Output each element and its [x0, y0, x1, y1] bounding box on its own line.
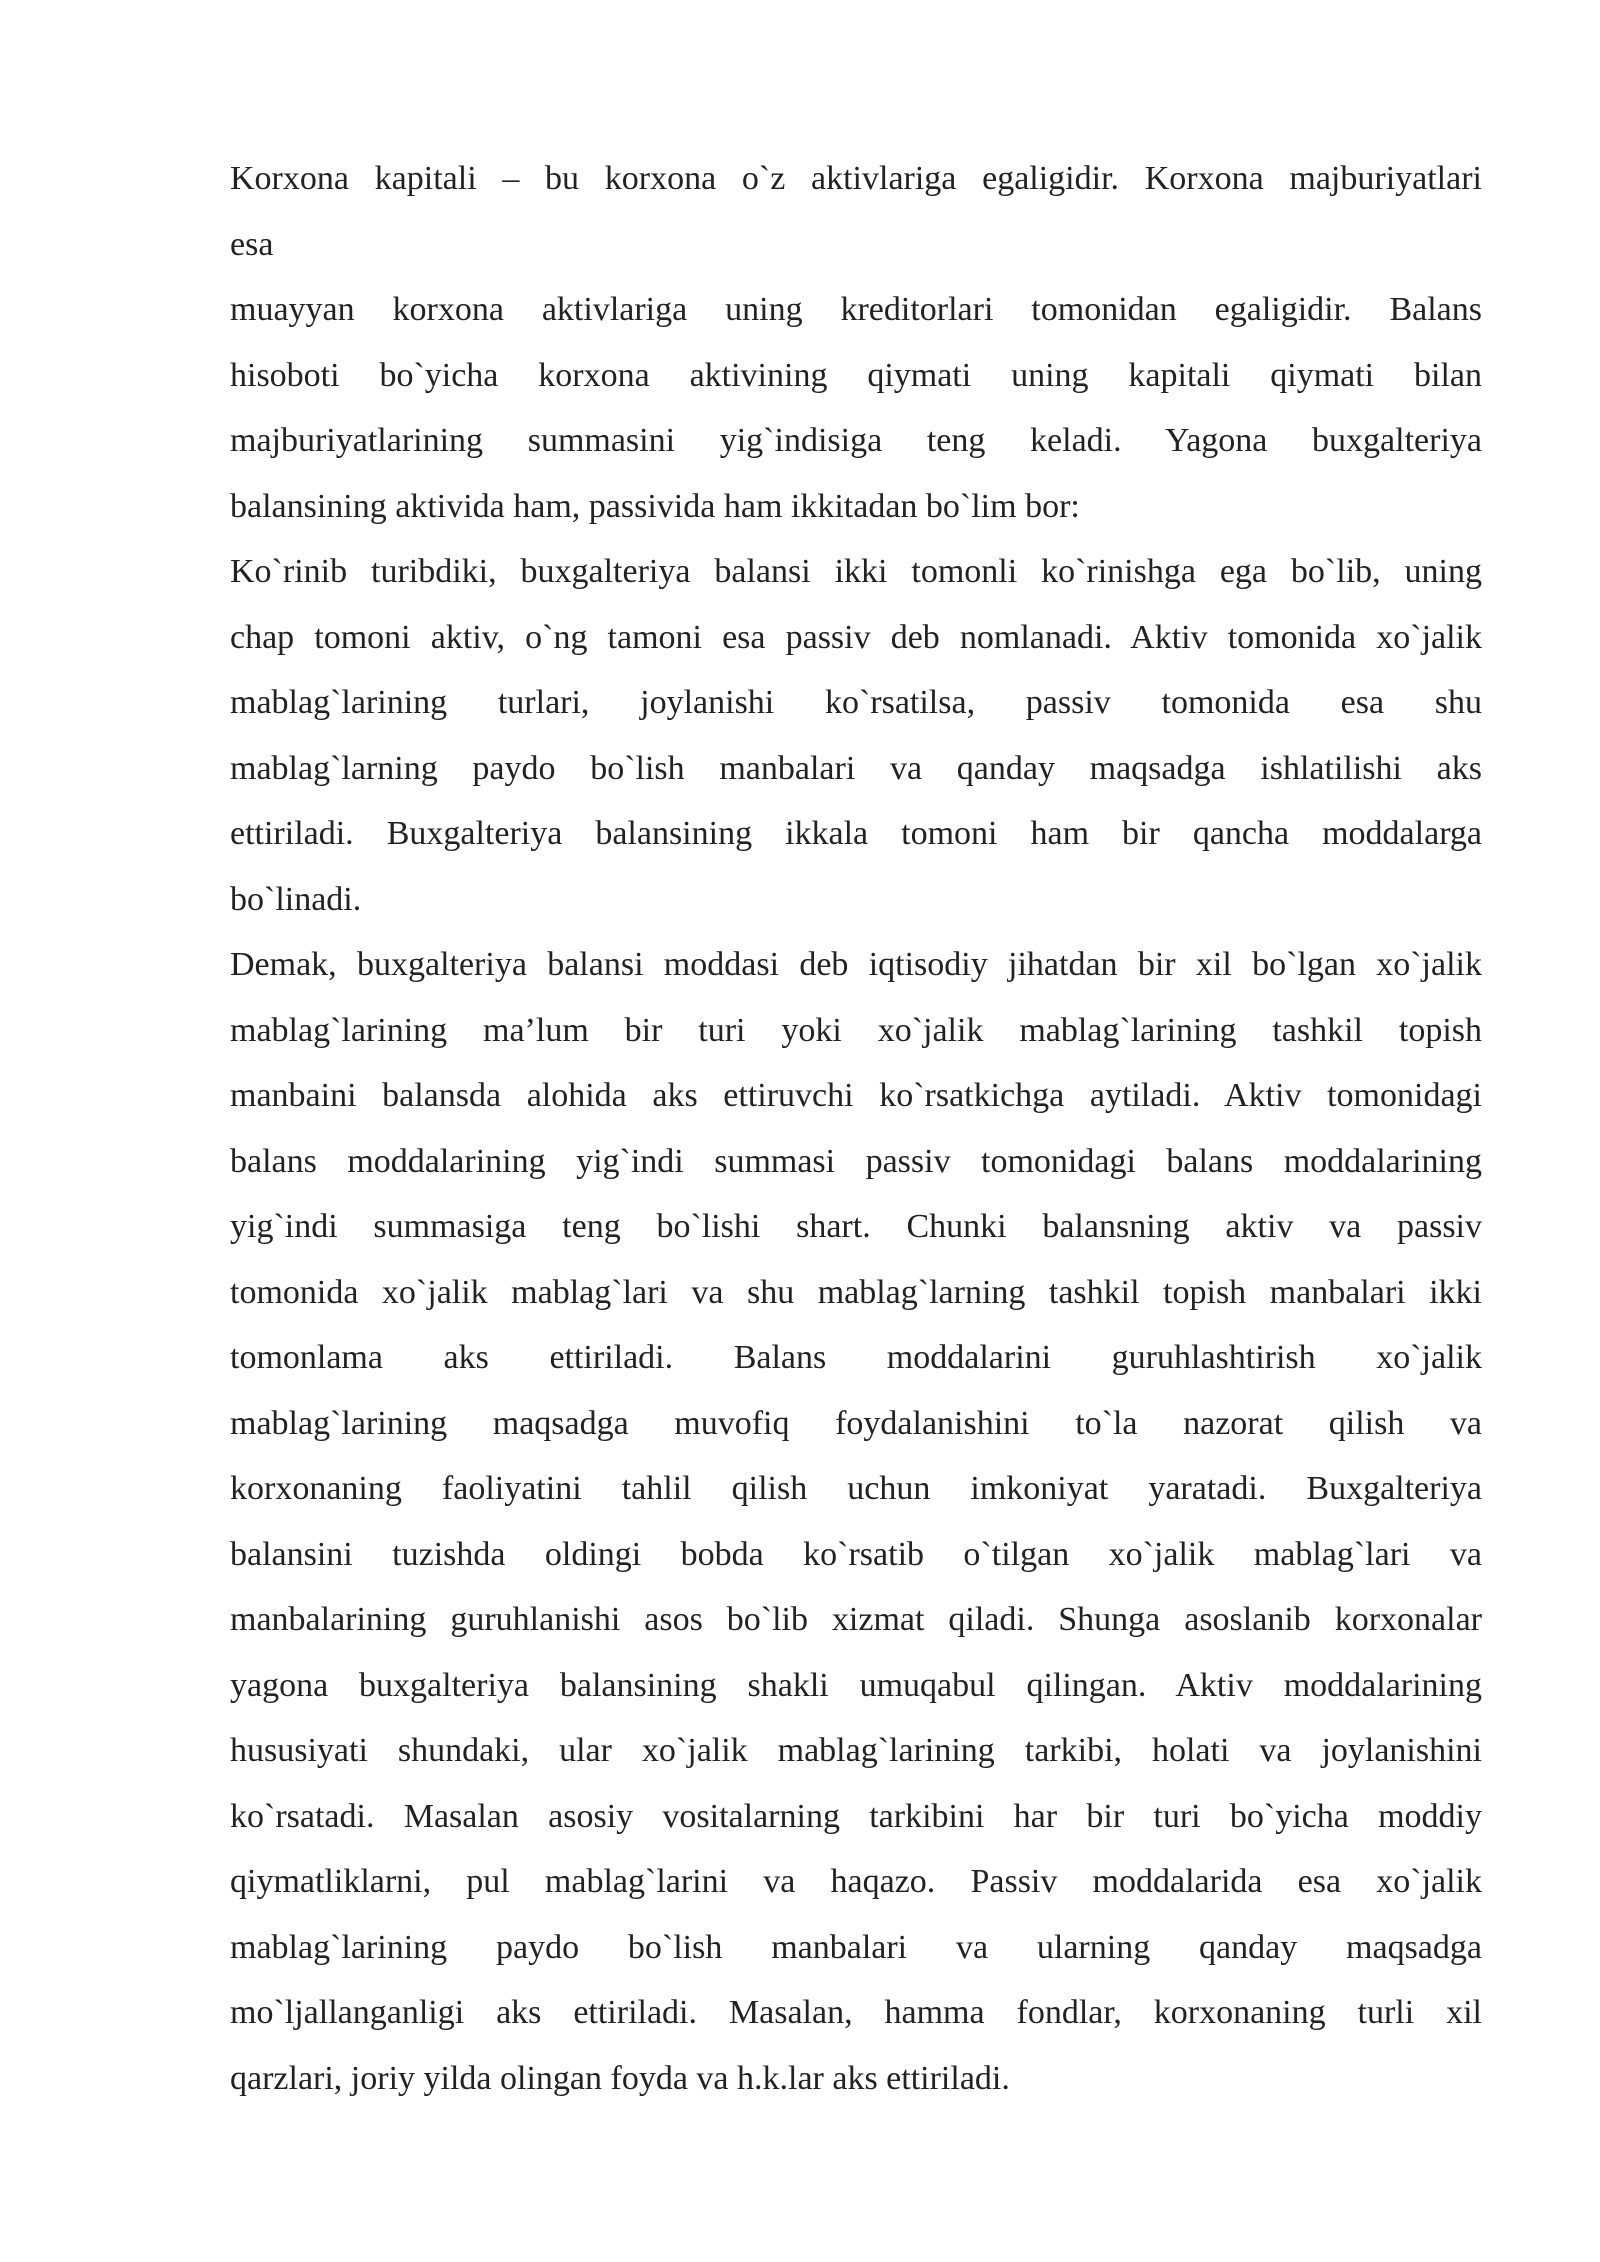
text-line: chap tomoni aktiv, o`ng tamoni esa passiv deb nomlanadi. Aktiv tomonida xo`jalik [230, 618, 1482, 656]
document-body [230, 146, 1482, 2111]
paragraph [230, 932, 1482, 2111]
text-line: qiymatliklarni, pul mablag`larini va haqazo. Passiv moddalarida esa xo`jalik [230, 1863, 1482, 1900]
text-line: manbaini balansda alohida aks ettiruvchi ko`rsatkichga aytiladi. Aktiv tomonidagi [230, 1077, 1482, 1114]
text-line: yig`indi summasiga teng bo`lishi shart. Chunki balansning aktiv va passiv [230, 1208, 1482, 1245]
text-line: mablag`larining paydo bo`lish manbalari va ularning qanday maqsadga [230, 1928, 1482, 1966]
text-line: hisoboti bo`yicha korxona aktivining qiymati uning kapitali qiymati bilan [230, 356, 1482, 394]
text-line: bo`linadi. [230, 880, 362, 918]
text-line: majburiyatlarining summasini yig`indisiga teng keladi. Yagona buxgalteriya [230, 422, 1482, 459]
text-line: mablag`larining turlari, joylanishi ko`rsatilsa, passiv tomonida esa shu [230, 684, 1482, 721]
text-line: tomonlama aks ettiriladi. Balans moddalarini guruhlashtirish xo`jalik [230, 1339, 1482, 1376]
text-line: tomonida xo`jalik mablag`lari va shu mablag`larning tashkil topish manbalari ikki [230, 1273, 1482, 1311]
text-line: Ko`rinib turibdiki, buxgalteriya balansi ikki tomonli ko`rinishga ega bo`lib, uning [230, 553, 1482, 590]
text-line: mablag`larning paydo bo`lish manbalari va qanday maqsadga ishlatilishi aks [230, 749, 1482, 787]
text-line: esa [230, 225, 274, 263]
text-line: yagona buxgalteriya balansining shakli umuqabul qilingan. Aktiv moddalarining [230, 1666, 1482, 1704]
paragraph [230, 277, 1482, 539]
text-line: manbalarining guruhlanishi asos bo`lib xizmat qiladi. Shunga asoslanib korxonalar [230, 1601, 1482, 1638]
text-line: balansining aktivida ham, passivida ham ikkitadan bo`lim bor: [230, 487, 1080, 525]
text-line: balans moddalarining yig`indi summasi passiv tomonidagi balans moddalarining [230, 1142, 1482, 1180]
text-line: ettiriladi. Buxgalteriya balansining ikkala tomoni ham bir qancha moddalarga [230, 815, 1482, 852]
text-line: qarzlari, joriy yilda olingan foyda va h.k.lar aks ettiriladi. [230, 2059, 1010, 2097]
text-line: muayyan korxona aktivlariga uning kreditorlari tomonidan egaligidir. Balans [230, 291, 1482, 328]
paragraph [230, 146, 1482, 277]
text-line: mo`ljallanganligi aks ettiriladi. Masalan, hamma fondlar, korxonaning turli xil [230, 1994, 1482, 2031]
text-line: Demak, buxgalteriya balansi moddasi deb iqtisodiy jihatdan bir xil bo`lgan xo`jalik [230, 946, 1482, 983]
text-line: hususiyati shundaki, ular xo`jalik mablag`larining tarkibi, holati va joylanishini [230, 1732, 1482, 1769]
text-line: ko`rsatadi. Masalan asosiy vositalarning tarkibini har bir turi bo`yicha moddiy [230, 1797, 1482, 1835]
text-line: balansini tuzishda oldingi bobda ko`rsatib o`tilgan xo`jalik mablag`lari va [230, 1535, 1482, 1573]
paragraph [230, 539, 1482, 932]
text-line: mablag`larining ma’lum bir turi yoki xo`jalik mablag`larining tashkil topish [230, 1011, 1482, 1049]
text-line: korxonaning faoliyatini tahlil qilish uchun imkoniyat yaratadi. Buxgalteriya [230, 1470, 1482, 1507]
text-line: Korxona kapitali – bu korxona o`z aktivlariga egaligidir. Korxona majburiyatlari [230, 160, 1482, 197]
text-line: mablag`larining maqsadga muvofiq foydalanishini to`la nazorat qilish va [230, 1404, 1482, 1442]
